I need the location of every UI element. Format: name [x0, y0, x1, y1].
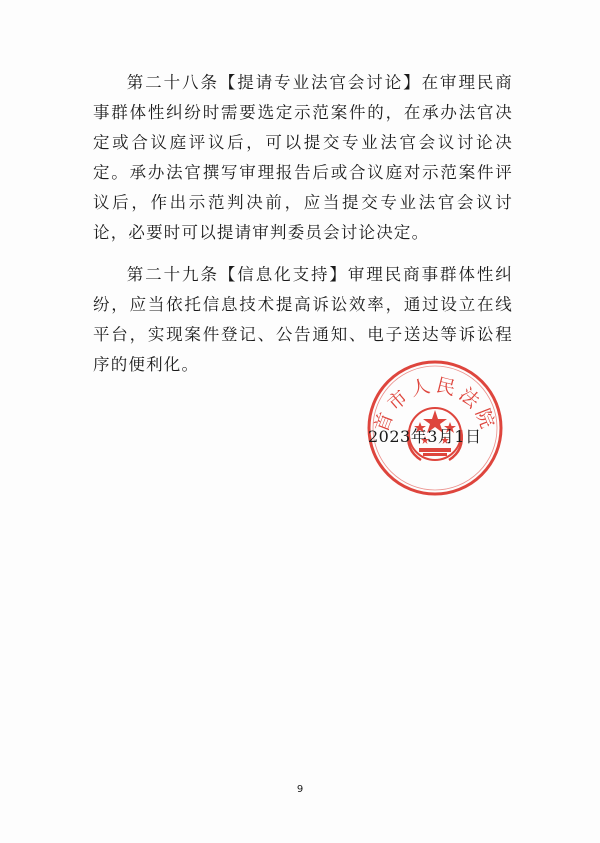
- page-number: 9: [296, 784, 304, 795]
- signature-date: 2023年3月1日: [368, 427, 482, 446]
- article-28-body: 在审理民商事群体性纠纷时需要选定示范案件的，在承办法官决定或合议庭评议后，可以提交专业法官会议讨论决定。承办法官撰写审理报告后或合议庭对示范案件评议后，作出示范判决前，应当提交专业法官会议讨论，必要时可以提请审判委员会讨论决定。: [93, 73, 514, 242]
- article-29-body: 审理民商事群体性纠纷，应当依托信息技术提高诉讼效率，通过设立在线平台，实现案件登记、公告通知、电子送达等诉讼程序的便利化。: [93, 265, 513, 374]
- svg-text:首市人民法院: 首市人民法院: [370, 374, 500, 436]
- article-29-heading: 第二十九条【信息化支持】: [126, 265, 348, 284]
- article-28: [93, 68, 513, 248]
- article-28-heading: 第二十八条【提请专业法官会讨论】: [126, 73, 422, 92]
